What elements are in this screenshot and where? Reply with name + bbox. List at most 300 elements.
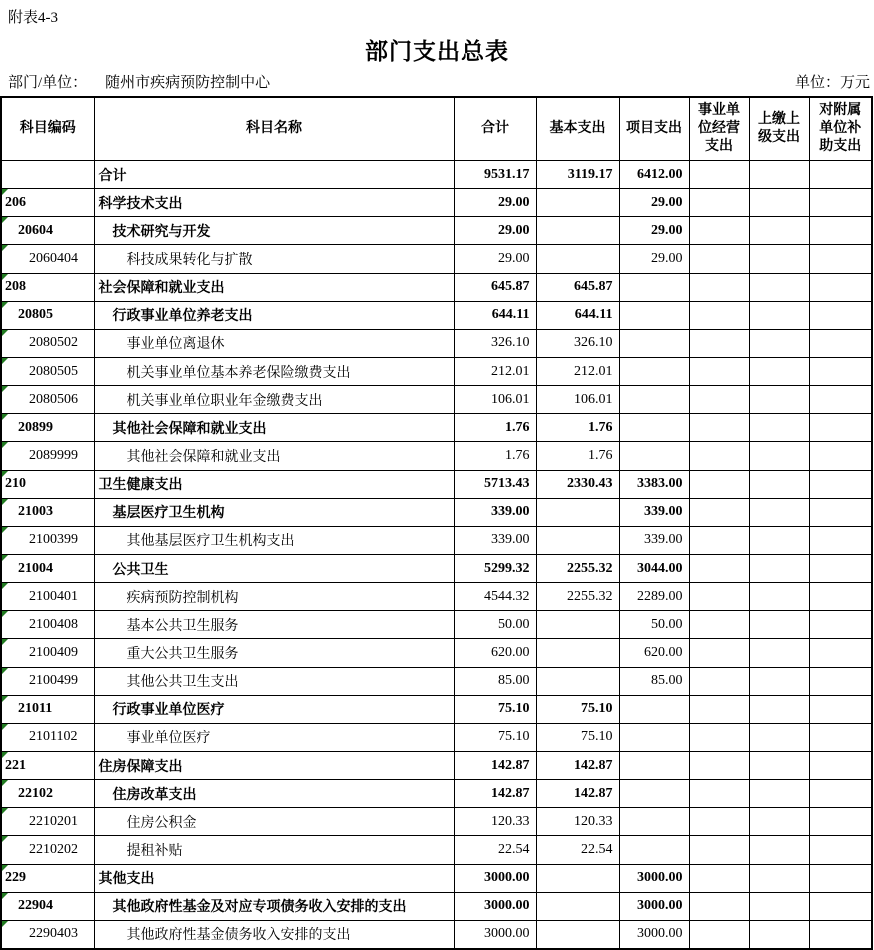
value-cell-business (689, 470, 749, 498)
table-row (1, 273, 872, 301)
value-cell-total: 29.00 (454, 245, 536, 273)
table-header-row (1, 97, 872, 161)
value-cell-project: 3000.00 (619, 864, 689, 892)
value-cell-project (619, 273, 689, 301)
code-cell (1, 639, 94, 667)
value-cell-upper (749, 329, 809, 357)
table-row (1, 386, 872, 414)
value-cell-upper (749, 611, 809, 639)
error-indicator-triangle-icon (2, 555, 8, 561)
name-cell: 其他政府性基金及对应专项债务收入安排的支出 (94, 892, 454, 920)
value-cell-project: 2289.00 (619, 583, 689, 611)
table-row (1, 414, 872, 442)
code-value: 2101102 (29, 729, 78, 745)
error-indicator-triangle-icon (2, 386, 8, 392)
table-row (1, 245, 872, 273)
value-cell-total: 339.00 (454, 498, 536, 526)
error-indicator-triangle-icon (2, 921, 8, 927)
table-row (1, 864, 872, 892)
value-cell-basic: 75.10 (536, 695, 619, 723)
value-cell-subsidy (809, 273, 872, 301)
table-row (1, 329, 872, 357)
name-cell: 住房改革支出 (94, 780, 454, 808)
value-cell-upper (749, 526, 809, 554)
error-indicator-triangle-icon (2, 668, 8, 674)
error-indicator-triangle-icon (2, 724, 8, 730)
code-cell (1, 161, 94, 189)
value-cell-upper (749, 498, 809, 526)
code-value: 2089999 (29, 447, 78, 463)
code-value: 22102 (18, 785, 53, 801)
name-cell: 科技成果转化与扩散 (94, 245, 454, 273)
attachment-label: 附表4-3 (8, 10, 58, 26)
error-indicator-triangle-icon (2, 836, 8, 842)
value-cell-basic (536, 245, 619, 273)
value-cell-business (689, 751, 749, 779)
table-row (1, 583, 872, 611)
value-cell-total: 1.76 (454, 414, 536, 442)
value-cell-business (689, 836, 749, 864)
name-cell: 行政事业单位养老支出 (94, 301, 454, 329)
error-indicator-triangle-icon (2, 189, 8, 195)
value-cell-basic: 644.11 (536, 301, 619, 329)
value-cell-project: 3000.00 (619, 920, 689, 949)
value-cell-subsidy (809, 780, 872, 808)
value-cell-total: 4544.32 (454, 583, 536, 611)
code-value: 2100499 (29, 673, 78, 689)
table-row (1, 301, 872, 329)
table-row (1, 892, 872, 920)
error-indicator-triangle-icon (2, 696, 8, 702)
code-value: 2100399 (29, 532, 78, 548)
value-cell-subsidy (809, 189, 872, 217)
code-cell (1, 301, 94, 329)
column-header-subsidy: 对附属单位补助支出 (809, 97, 872, 161)
value-cell-total: 50.00 (454, 611, 536, 639)
value-cell-business (689, 189, 749, 217)
department-line (8, 71, 270, 92)
value-cell-total: 620.00 (454, 639, 536, 667)
value-cell-total: 29.00 (454, 217, 536, 245)
code-value: 210 (5, 476, 26, 492)
name-cell: 合计 (94, 161, 454, 189)
name-cell: 其他支出 (94, 864, 454, 892)
value-cell-subsidy (809, 695, 872, 723)
value-cell-business (689, 301, 749, 329)
value-cell-project (619, 357, 689, 385)
value-cell-basic: 106.01 (536, 386, 619, 414)
error-indicator-triangle-icon (2, 527, 8, 533)
name-cell: 行政事业单位医疗 (94, 695, 454, 723)
value-cell-business (689, 357, 749, 385)
table-row (1, 751, 872, 779)
error-indicator-triangle-icon (2, 780, 8, 786)
value-cell-business (689, 639, 749, 667)
table-row (1, 836, 872, 864)
code-value: 2100408 (29, 616, 78, 632)
name-cell: 重大公共卫生服务 (94, 639, 454, 667)
value-cell-basic (536, 920, 619, 949)
name-cell: 卫生健康支出 (94, 470, 454, 498)
table-row (1, 161, 872, 189)
value-cell-project (619, 836, 689, 864)
value-cell-basic: 2255.32 (536, 583, 619, 611)
value-cell-total: 120.33 (454, 808, 536, 836)
value-cell-upper (749, 864, 809, 892)
error-indicator-triangle-icon (2, 893, 8, 899)
value-cell-subsidy (809, 470, 872, 498)
unit-label: 单位：万元 (794, 75, 870, 91)
table-row (1, 695, 872, 723)
value-cell-subsidy (809, 836, 872, 864)
value-cell-project: 3044.00 (619, 554, 689, 582)
value-cell-upper (749, 780, 809, 808)
value-cell-basic (536, 526, 619, 554)
code-cell (1, 554, 94, 582)
value-cell-subsidy (809, 526, 872, 554)
value-cell-basic: 2255.32 (536, 554, 619, 582)
name-cell: 技术研究与开发 (94, 217, 454, 245)
name-cell: 事业单位医疗 (94, 723, 454, 751)
value-cell-basic: 212.01 (536, 357, 619, 385)
name-cell: 提租补贴 (94, 836, 454, 864)
value-cell-project (619, 414, 689, 442)
code-cell (1, 920, 94, 949)
value-cell-business (689, 583, 749, 611)
department-label: 部门/单位： (8, 75, 88, 91)
value-cell-project (619, 301, 689, 329)
code-value: 2100401 (29, 588, 78, 604)
table-row (1, 808, 872, 836)
name-cell: 其他社会保障和就业支出 (94, 442, 454, 470)
code-cell (1, 273, 94, 301)
error-indicator-triangle-icon (2, 865, 8, 871)
column-header-upper: 上缴上级支出 (749, 97, 809, 161)
code-value: 2210201 (29, 813, 78, 829)
value-cell-basic: 142.87 (536, 780, 619, 808)
table-row (1, 357, 872, 385)
code-cell (1, 386, 94, 414)
value-cell-basic (536, 217, 619, 245)
value-cell-basic: 142.87 (536, 751, 619, 779)
value-cell-project: 3383.00 (619, 470, 689, 498)
value-cell-upper (749, 442, 809, 470)
meta-row (8, 71, 870, 92)
value-cell-project (619, 329, 689, 357)
value-cell-project (619, 442, 689, 470)
table-row (1, 723, 872, 751)
value-cell-project: 85.00 (619, 667, 689, 695)
value-cell-basic (536, 864, 619, 892)
code-value: 206 (5, 194, 26, 210)
value-cell-total: 29.00 (454, 189, 536, 217)
code-cell (1, 442, 94, 470)
value-cell-subsidy (809, 639, 872, 667)
code-cell (1, 217, 94, 245)
code-value: 20805 (18, 307, 53, 323)
error-indicator-triangle-icon (2, 611, 8, 617)
code-cell (1, 329, 94, 357)
value-cell-upper (749, 639, 809, 667)
code-cell (1, 836, 94, 864)
code-cell (1, 667, 94, 695)
name-cell: 疾病预防控制机构 (94, 583, 454, 611)
value-cell-total: 3000.00 (454, 920, 536, 949)
value-cell-business (689, 386, 749, 414)
value-cell-upper (749, 301, 809, 329)
name-cell: 社会保障和就业支出 (94, 273, 454, 301)
value-cell-business (689, 442, 749, 470)
value-cell-total: 85.00 (454, 667, 536, 695)
value-cell-basic: 120.33 (536, 808, 619, 836)
value-cell-total: 3000.00 (454, 864, 536, 892)
value-cell-subsidy (809, 442, 872, 470)
value-cell-subsidy (809, 386, 872, 414)
value-cell-basic: 2330.43 (536, 470, 619, 498)
value-cell-project: 29.00 (619, 217, 689, 245)
value-cell-project (619, 695, 689, 723)
table-row (1, 667, 872, 695)
name-cell: 基本公共卫生服务 (94, 611, 454, 639)
code-value: 2060404 (29, 250, 78, 266)
value-cell-upper (749, 723, 809, 751)
value-cell-subsidy (809, 329, 872, 357)
value-cell-basic (536, 667, 619, 695)
error-indicator-triangle-icon (2, 808, 8, 814)
value-cell-business (689, 273, 749, 301)
value-cell-business (689, 695, 749, 723)
code-value: 229 (5, 870, 26, 886)
code-cell (1, 780, 94, 808)
column-header-project: 项目支出 (619, 97, 689, 161)
value-cell-business (689, 611, 749, 639)
value-cell-subsidy (809, 554, 872, 582)
value-cell-upper (749, 554, 809, 582)
name-cell: 科学技术支出 (94, 189, 454, 217)
value-cell-total: 75.10 (454, 695, 536, 723)
value-cell-project: 3000.00 (619, 892, 689, 920)
code-cell (1, 470, 94, 498)
table-row (1, 217, 872, 245)
value-cell-total: 645.87 (454, 273, 536, 301)
value-cell-basic (536, 892, 619, 920)
value-cell-basic (536, 611, 619, 639)
value-cell-subsidy (809, 892, 872, 920)
value-cell-total: 5713.43 (454, 470, 536, 498)
table-row (1, 189, 872, 217)
value-cell-project: 50.00 (619, 611, 689, 639)
value-cell-total: 5299.32 (454, 554, 536, 582)
value-cell-basic: 1.76 (536, 442, 619, 470)
code-value: 208 (5, 279, 26, 295)
code-cell (1, 189, 94, 217)
value-cell-business (689, 864, 749, 892)
value-cell-business (689, 245, 749, 273)
value-cell-project: 339.00 (619, 526, 689, 554)
error-indicator-triangle-icon (2, 442, 8, 448)
code-value: 20604 (18, 222, 53, 238)
value-cell-basic (536, 639, 619, 667)
value-cell-total: 3000.00 (454, 892, 536, 920)
value-cell-project (619, 780, 689, 808)
value-cell-project: 6412.00 (619, 161, 689, 189)
value-cell-upper (749, 386, 809, 414)
code-value: 21003 (18, 504, 53, 520)
error-indicator-triangle-icon (2, 414, 8, 420)
value-cell-total: 142.87 (454, 780, 536, 808)
department-value: 随州市疾病预防控制中心 (105, 75, 271, 91)
table-row (1, 442, 872, 470)
value-cell-basic: 645.87 (536, 273, 619, 301)
value-cell-subsidy (809, 583, 872, 611)
value-cell-total: 9531.17 (454, 161, 536, 189)
value-cell-project: 29.00 (619, 245, 689, 273)
value-cell-subsidy (809, 723, 872, 751)
name-cell: 机关事业单位基本养老保险缴费支出 (94, 357, 454, 385)
value-cell-subsidy (809, 667, 872, 695)
value-cell-total: 142.87 (454, 751, 536, 779)
value-cell-subsidy (809, 751, 872, 779)
value-cell-basic (536, 189, 619, 217)
name-cell: 住房公积金 (94, 808, 454, 836)
value-cell-project: 29.00 (619, 189, 689, 217)
name-cell: 其他政府性基金债务收入安排的支出 (94, 920, 454, 949)
name-cell: 其他基层医疗卫生机构支出 (94, 526, 454, 554)
value-cell-total: 326.10 (454, 329, 536, 357)
code-value: 2080502 (29, 335, 78, 351)
column-header-name: 科目名称 (94, 97, 454, 161)
value-cell-upper (749, 273, 809, 301)
error-indicator-triangle-icon (2, 302, 8, 308)
value-cell-upper (749, 357, 809, 385)
value-cell-subsidy (809, 357, 872, 385)
value-cell-project (619, 386, 689, 414)
value-cell-upper (749, 695, 809, 723)
value-cell-basic (536, 498, 619, 526)
value-cell-total: 75.10 (454, 723, 536, 751)
value-cell-basic: 22.54 (536, 836, 619, 864)
error-indicator-triangle-icon (2, 358, 8, 364)
code-value: 2100409 (29, 644, 78, 660)
value-cell-business (689, 217, 749, 245)
value-cell-upper (749, 470, 809, 498)
name-cell: 基层医疗卫生机构 (94, 498, 454, 526)
table-row (1, 611, 872, 639)
value-cell-subsidy (809, 217, 872, 245)
column-header-code: 科目编码 (1, 97, 94, 161)
code-cell (1, 526, 94, 554)
value-cell-subsidy (809, 161, 872, 189)
value-cell-project (619, 751, 689, 779)
value-cell-business (689, 414, 749, 442)
value-cell-upper (749, 808, 809, 836)
value-cell-upper (749, 217, 809, 245)
value-cell-total: 339.00 (454, 526, 536, 554)
column-header-basic: 基本支出 (536, 97, 619, 161)
code-value: 2290403 (29, 926, 78, 942)
value-cell-subsidy (809, 611, 872, 639)
code-cell (1, 583, 94, 611)
page-title: 部门支出总表 (365, 39, 509, 64)
error-indicator-triangle-icon (2, 752, 8, 758)
name-cell: 公共卫生 (94, 554, 454, 582)
code-cell (1, 808, 94, 836)
error-indicator-triangle-icon (2, 245, 8, 251)
value-cell-upper (749, 414, 809, 442)
value-cell-upper (749, 836, 809, 864)
value-cell-total: 106.01 (454, 386, 536, 414)
value-cell-project: 620.00 (619, 639, 689, 667)
value-cell-business (689, 920, 749, 949)
code-value: 21011 (18, 701, 53, 717)
column-header-total: 合计 (454, 97, 536, 161)
code-value: 2080506 (29, 391, 78, 407)
value-cell-upper (749, 161, 809, 189)
value-cell-upper (749, 920, 809, 949)
value-cell-upper (749, 892, 809, 920)
value-cell-business (689, 780, 749, 808)
table-row (1, 470, 872, 498)
value-cell-business (689, 723, 749, 751)
value-cell-upper (749, 583, 809, 611)
code-cell (1, 498, 94, 526)
value-cell-business (689, 667, 749, 695)
table-row (1, 920, 872, 949)
code-value: 21004 (18, 560, 53, 576)
value-cell-business (689, 329, 749, 357)
value-cell-total: 1.76 (454, 442, 536, 470)
name-cell: 其他社会保障和就业支出 (94, 414, 454, 442)
column-header-business: 事业单位经营支出 (689, 97, 749, 161)
error-indicator-triangle-icon (2, 217, 8, 223)
error-indicator-triangle-icon (2, 471, 8, 477)
value-cell-business (689, 892, 749, 920)
value-cell-subsidy (809, 245, 872, 273)
code-cell (1, 357, 94, 385)
value-cell-business (689, 498, 749, 526)
code-value: 221 (5, 757, 26, 773)
name-cell: 事业单位离退休 (94, 329, 454, 357)
value-cell-subsidy (809, 920, 872, 949)
value-cell-upper (749, 751, 809, 779)
value-cell-subsidy (809, 864, 872, 892)
value-cell-basic: 3119.17 (536, 161, 619, 189)
error-indicator-triangle-icon (2, 274, 8, 280)
code-cell (1, 611, 94, 639)
error-indicator-triangle-icon (2, 499, 8, 505)
value-cell-project: 339.00 (619, 498, 689, 526)
table-row (1, 639, 872, 667)
value-cell-project (619, 808, 689, 836)
error-indicator-triangle-icon (2, 639, 8, 645)
code-cell (1, 414, 94, 442)
value-cell-upper (749, 667, 809, 695)
code-value: 20899 (18, 419, 53, 435)
table-row (1, 554, 872, 582)
value-cell-upper (749, 189, 809, 217)
value-cell-subsidy (809, 414, 872, 442)
value-cell-subsidy (809, 498, 872, 526)
name-cell: 机关事业单位职业年金缴费支出 (94, 386, 454, 414)
code-cell (1, 751, 94, 779)
code-cell (1, 245, 94, 273)
value-cell-business (689, 554, 749, 582)
value-cell-upper (749, 245, 809, 273)
expenditure-table (0, 96, 873, 950)
value-cell-total: 212.01 (454, 357, 536, 385)
value-cell-business (689, 161, 749, 189)
value-cell-total: 22.54 (454, 836, 536, 864)
